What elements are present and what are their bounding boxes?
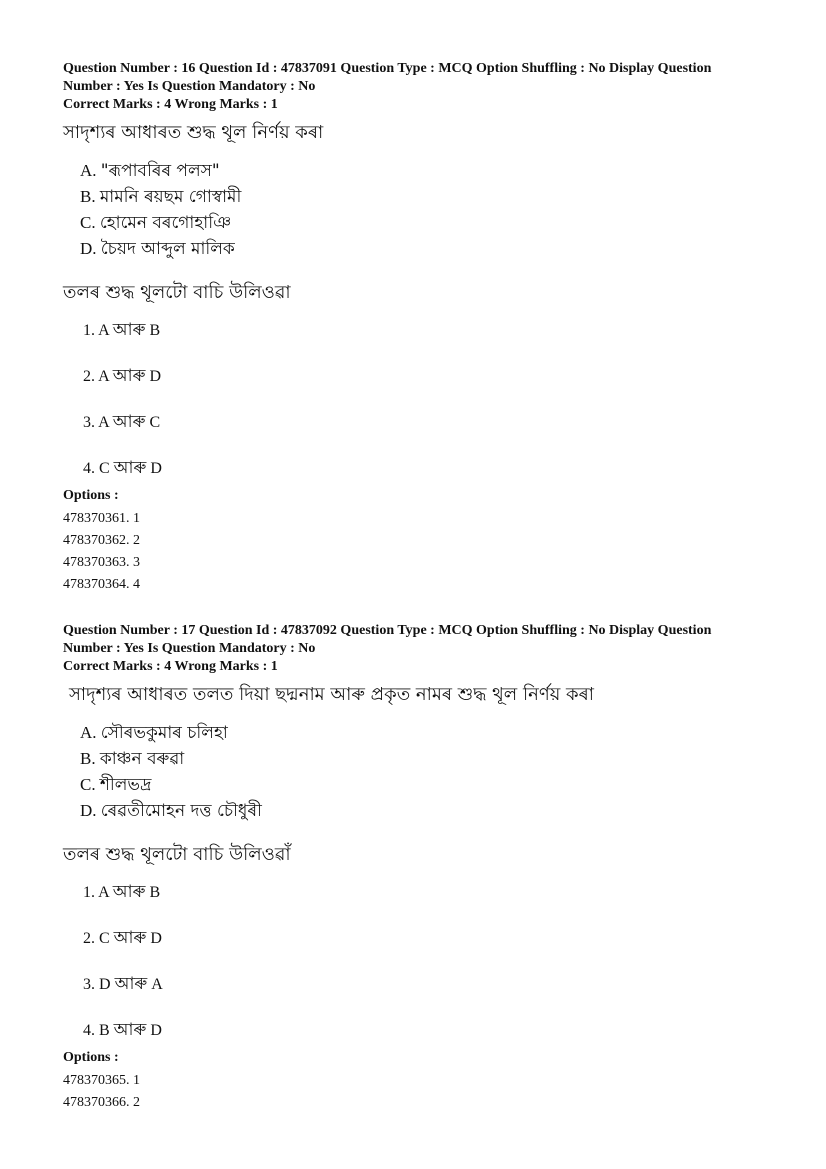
item-text: ৰেৱতীমোহন দত্ত চৌধুৰী xyxy=(100,801,262,821)
choice-item xyxy=(83,408,763,454)
item-label: B. xyxy=(80,187,96,206)
choice-conjunction: আৰু xyxy=(113,1020,147,1040)
choice-conjunction: আৰু xyxy=(113,928,147,948)
item-label: A. xyxy=(80,723,97,742)
list-item xyxy=(80,184,763,210)
question-meta-line1: Question Number : 16 Question Id : 47837091 Question Type : MCQ Option Shuffling : No Display Question xyxy=(63,61,712,76)
choice-conjunction: আৰু xyxy=(113,458,147,478)
item-text: চৈয়দ আব্দুল মালিক xyxy=(100,239,235,259)
question-meta-line2: Number : Yes Is Question Mandatory : No xyxy=(63,641,316,656)
choice-conjunction: আৰু xyxy=(112,320,146,340)
question-instruction: তলৰ শুদ্ধ থূলটো বাচি উলিওৱাঁ xyxy=(63,844,291,865)
choice-second: A xyxy=(151,976,163,993)
item-text: "ৰূপাবৰিৰ পলস" xyxy=(100,161,220,181)
item-text: কাঞ্চন বৰুৱা xyxy=(99,749,185,769)
option-id: 478370362. 2 xyxy=(63,533,140,548)
choice-item xyxy=(83,362,763,408)
item-list xyxy=(80,158,763,262)
choice-number: 3. xyxy=(83,976,95,993)
item-label: B. xyxy=(80,749,96,768)
option-id: 478370364. 4 xyxy=(63,577,140,592)
item-label: C. xyxy=(80,775,96,794)
question-stem: সাদৃশ্যৰ আধাৰত শুদ্ধ থূল নিৰ্ণয় কৰা xyxy=(63,122,324,143)
list-item xyxy=(80,210,763,236)
choice-conjunction: আৰু xyxy=(112,882,146,902)
choice-second: D xyxy=(150,1022,162,1039)
list-item xyxy=(80,236,763,262)
choice-conjunction: আৰু xyxy=(112,366,146,386)
question-17 xyxy=(63,622,763,1114)
option-id: 478370365. 1 xyxy=(63,1073,140,1088)
question-instruction: তলৰ শুদ্ধ থূলটো বাচি উলিওৱা xyxy=(63,282,291,303)
option-id-list xyxy=(63,508,763,596)
item-label: C. xyxy=(80,213,96,232)
choice-first: A xyxy=(98,322,109,339)
choice-conjunction: আৰু xyxy=(114,974,148,994)
choice-second: C xyxy=(149,414,161,431)
choice-item xyxy=(83,316,763,362)
choice-first: B xyxy=(99,1022,110,1039)
question-16 xyxy=(63,60,763,596)
choice-item xyxy=(83,924,763,970)
question-stem: সাদৃশ্যৰ আধাৰত তলত দিয়া ছদ্মনাম আৰু প্ৰকৃত নামৰ শুদ্ধ থূল নিৰ্ণয় কৰা xyxy=(69,684,594,705)
choice-second: B xyxy=(149,884,161,901)
choice-first: C xyxy=(99,460,110,477)
choice-number: 4. xyxy=(83,460,95,477)
choice-second: B xyxy=(149,322,161,339)
list-item xyxy=(80,746,763,772)
choice-first: D xyxy=(99,976,111,993)
option-id: 478370366. 2 xyxy=(63,1095,140,1110)
item-text: মামনি ৰয়ছম গোস্বামী xyxy=(99,187,242,207)
options-heading: Options : xyxy=(63,1050,119,1065)
choice-number: 2. xyxy=(83,930,95,947)
option-id: 478370361. 1 xyxy=(63,511,140,526)
choice-list xyxy=(83,316,763,500)
list-item xyxy=(80,720,763,746)
question-meta-line2: Number : Yes Is Question Mandatory : No xyxy=(63,79,316,94)
item-label: D. xyxy=(80,801,97,820)
choice-second: D xyxy=(150,460,162,477)
item-label: A. xyxy=(80,161,97,180)
choice-list xyxy=(83,878,763,1062)
item-text: শীলভদ্ৰ xyxy=(99,775,152,795)
question-marks: Correct Marks : 4 Wrong Marks : 1 xyxy=(63,97,278,112)
choice-first: C xyxy=(99,930,110,947)
choice-number: 1. xyxy=(83,884,95,901)
list-item xyxy=(80,772,763,798)
item-list xyxy=(80,720,763,824)
item-text: সৌৰভকুমাৰ চলিহা xyxy=(100,723,228,743)
question-meta-line1: Question Number : 17 Question Id : 47837092 Question Type : MCQ Option Shuffling : No Display Question xyxy=(63,623,712,638)
choice-number: 1. xyxy=(83,322,95,339)
item-text: হোমেন বৰগোহাঞি xyxy=(99,213,232,233)
choice-second: D xyxy=(150,930,162,947)
choice-item xyxy=(83,970,763,1016)
choice-number: 3. xyxy=(83,414,95,431)
choice-first: A xyxy=(98,884,109,901)
list-item xyxy=(80,158,763,184)
choice-number: 2. xyxy=(83,368,95,385)
choice-first: A xyxy=(98,368,109,385)
choice-item xyxy=(83,878,763,924)
question-marks: Correct Marks : 4 Wrong Marks : 1 xyxy=(63,659,278,674)
choice-first: A xyxy=(98,414,109,431)
item-label: D. xyxy=(80,239,97,258)
option-id: 478370363. 3 xyxy=(63,555,140,570)
options-heading: Options : xyxy=(63,488,119,503)
option-id-list xyxy=(63,1070,763,1114)
list-item xyxy=(80,798,763,824)
choice-conjunction: আৰু xyxy=(112,412,146,432)
choice-number: 4. xyxy=(83,1022,95,1039)
choice-second: D xyxy=(149,368,161,385)
